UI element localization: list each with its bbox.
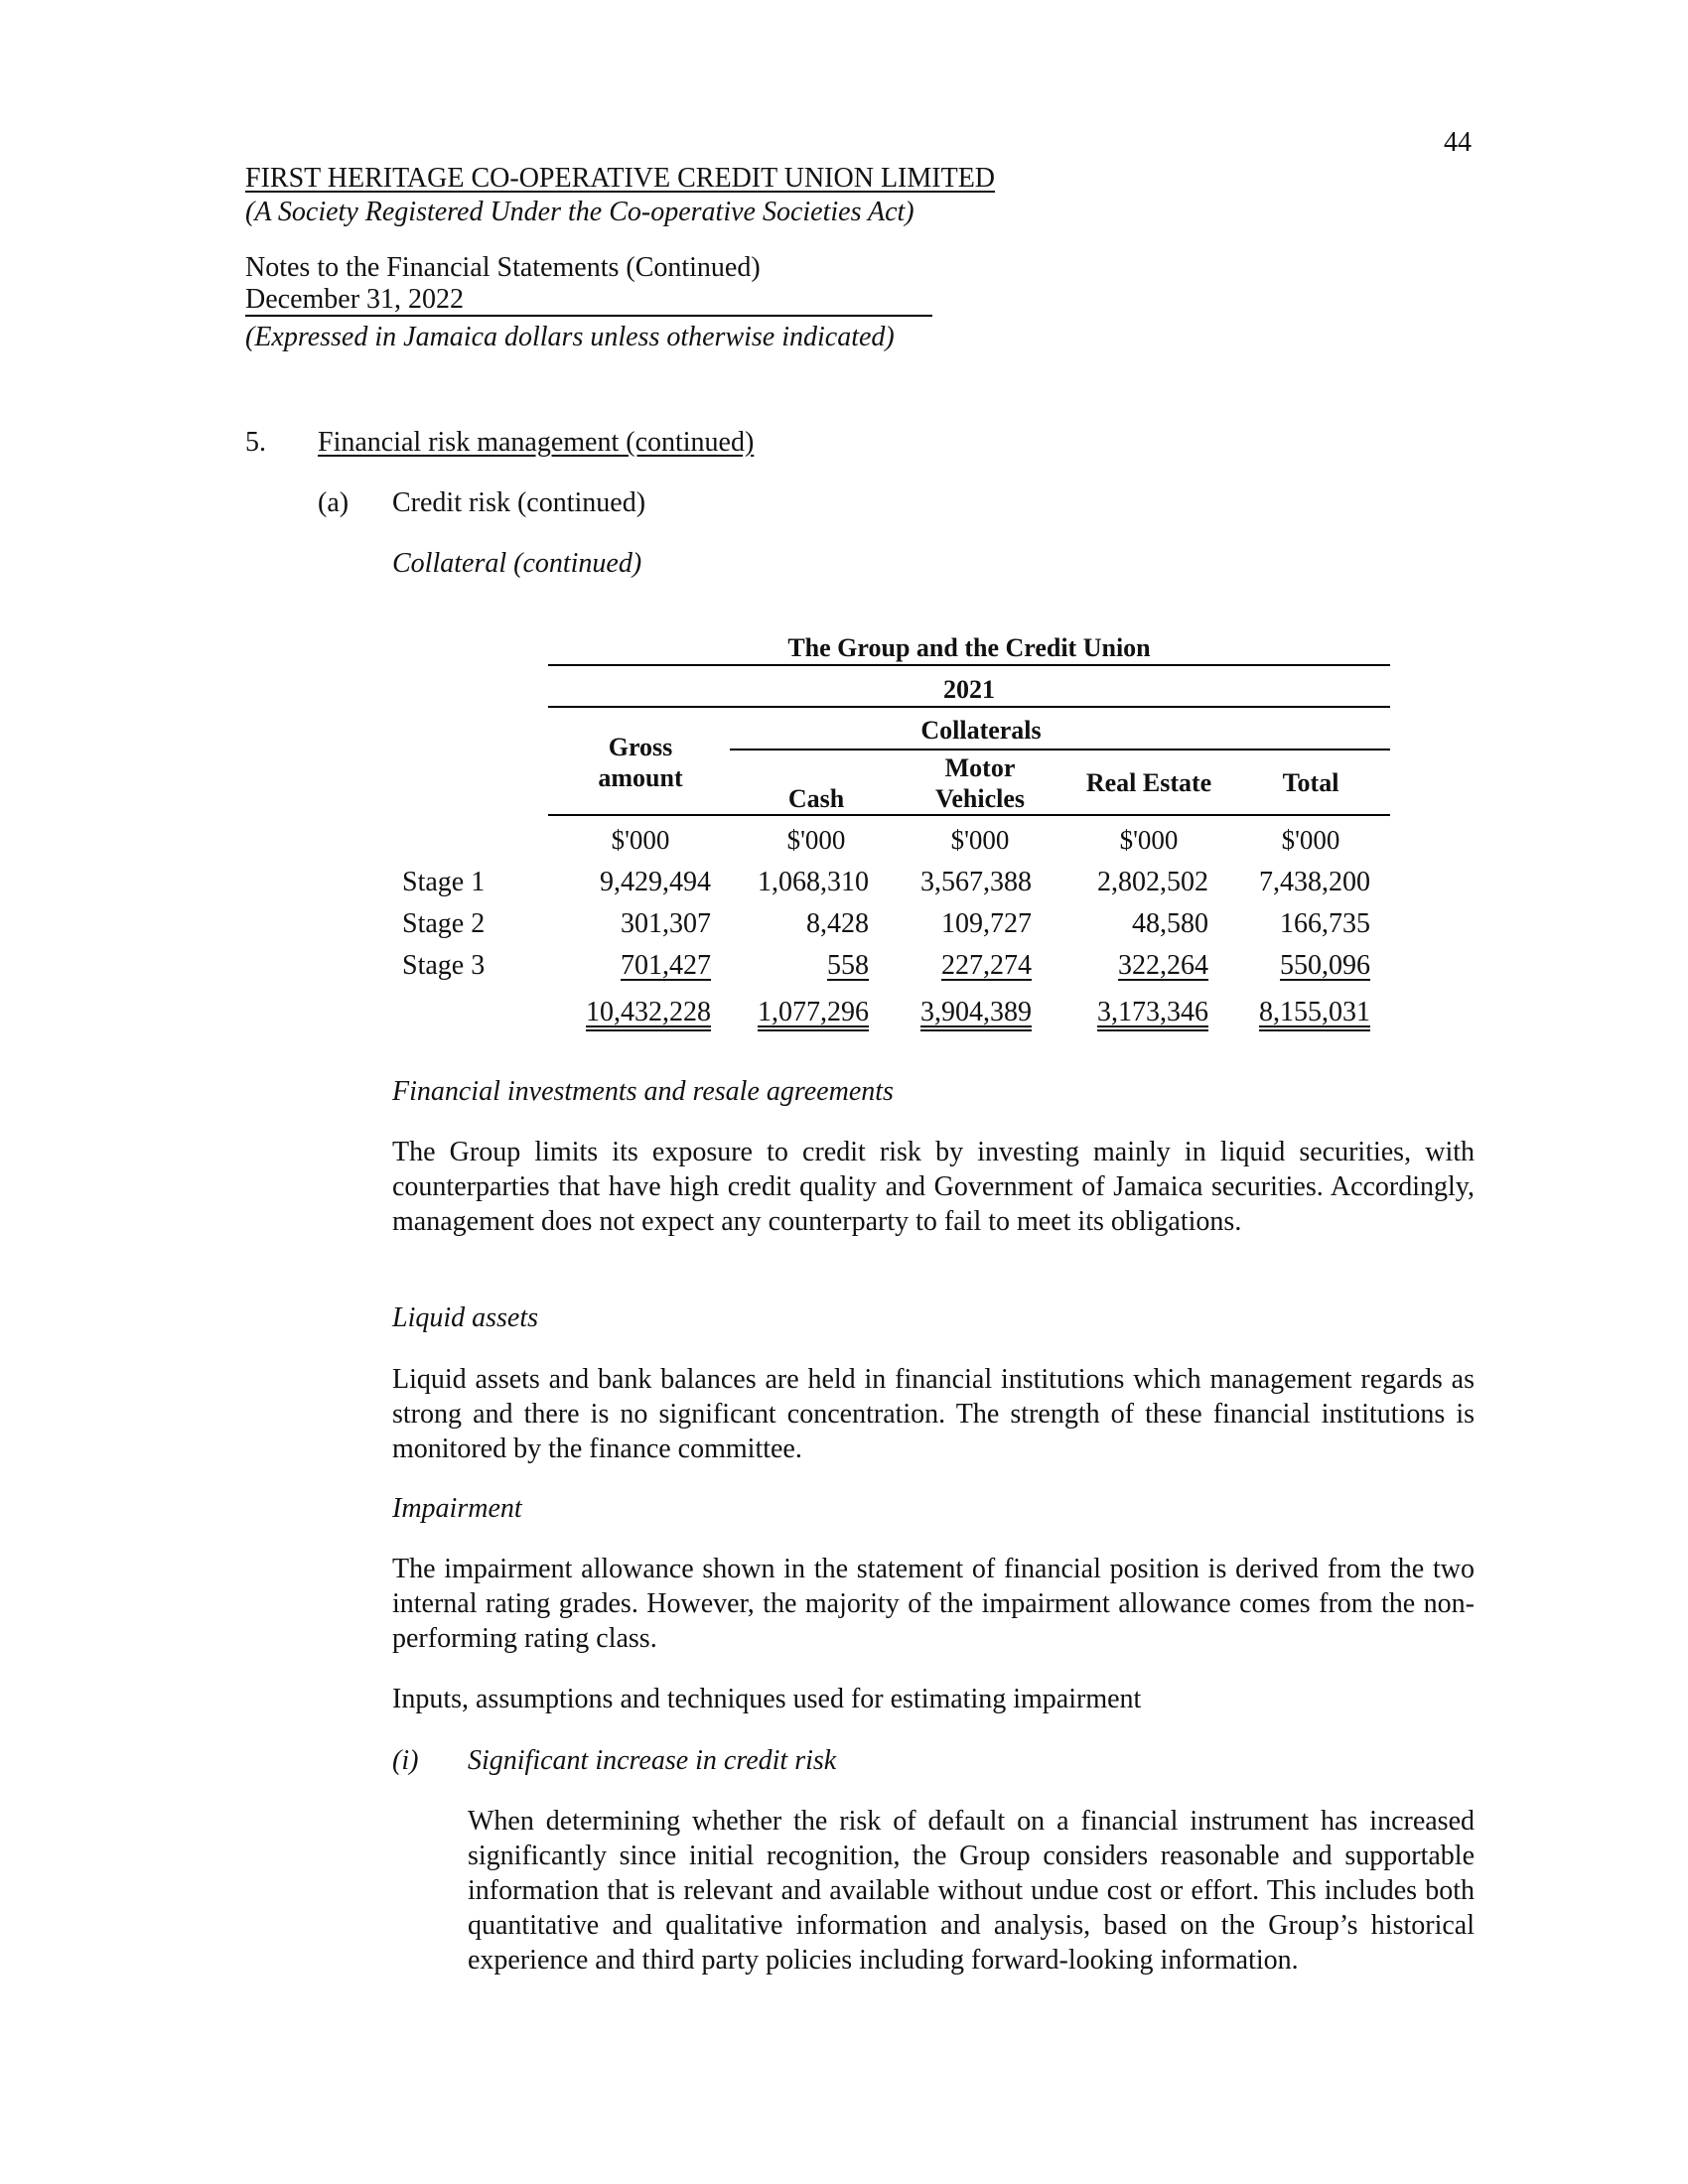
collateral-heading: Collateral (continued) — [392, 548, 642, 579]
table-cell: 2,802,502 — [1097, 867, 1208, 897]
table-rule — [730, 749, 1390, 751]
table-total — [1069, 997, 1208, 1028]
col-header-gross: amount — [598, 763, 683, 792]
table-cell — [1069, 950, 1208, 982]
subsection-title: Credit risk (continued) — [392, 487, 646, 518]
table-total-value: 1,077,296 — [758, 997, 869, 1027]
table-cell-value: 322,264 — [1118, 950, 1208, 981]
table-cell-value: 550,096 — [1280, 950, 1370, 981]
company-name: FIRST HERITAGE CO-OPERATIVE CREDIT UNION LIMITED — [245, 163, 996, 194]
unit-label: $'000 — [1119, 825, 1179, 855]
table-rule — [548, 664, 1390, 666]
table-cell: 3,567,388 — [920, 867, 1032, 897]
table-cell — [730, 950, 869, 982]
page-number: 44 — [1444, 127, 1472, 158]
table-cell-value: 701,427 — [621, 950, 711, 981]
table-total-value: 8,155,031 — [1259, 997, 1370, 1027]
company-subtitle: (A Society Registered Under the Co-operative Societies Act) — [245, 197, 914, 227]
table-year: 2021 — [943, 675, 995, 704]
table-cell — [893, 950, 1032, 982]
fin-investments-paragraph: The Group limits its exposure to credit risk by investing mainly in liquid securities, with counterparties that have high credit quality and Government of Jamaica securities. Accordingly, management does not expect any counterparty to fail to meet its obligations. — [392, 1137, 1475, 1237]
col-header-real-estate: Real Estate — [1085, 768, 1212, 797]
liquid-assets-heading: Liquid assets — [392, 1302, 539, 1333]
col-header-total: Total — [1282, 768, 1339, 797]
unit-label: $'000 — [950, 825, 1010, 855]
table-cell — [572, 950, 711, 982]
table-cell-value: 227,274 — [941, 950, 1032, 981]
col-header-cash: Cash — [787, 784, 845, 813]
table-total — [1231, 997, 1370, 1028]
table-cell: 166,735 — [1280, 908, 1370, 939]
section-number: 5. — [245, 427, 266, 458]
table-total — [572, 997, 711, 1028]
col-header-gross: Gross — [608, 733, 673, 761]
col-header-motor: Motor — [944, 753, 1016, 782]
table-rule — [548, 814, 1390, 816]
impairment-paragraph: The impairment allowance shown in the statement of financial position is derived from the two internal rating grades. However, the majority of the impairment allowance comes from the non-performing rating class. — [392, 1554, 1475, 1654]
sicr-paragraph: When determining whether the risk of default on a financial instrument has increased significantly since initial recognition, the Group considers reasonable and supportable information that is relevant and available without undue cost or effort. This includes both quantitative and qualitative information and analysis, based on the Group’s historical experience and third party policies including forward-looking information. — [468, 1806, 1475, 1976]
collateral-table — [0, 0, 1688, 1052]
table-cell: 8,428 — [806, 908, 869, 939]
table-total-value: 3,173,346 — [1097, 997, 1208, 1027]
unit-label: $'000 — [611, 825, 670, 855]
table-cell: 9,429,494 — [600, 867, 711, 897]
table-cell — [1231, 950, 1370, 982]
table-cell: 1,068,310 — [758, 867, 869, 897]
unit-label: $'000 — [1281, 825, 1340, 855]
table-cell: 109,727 — [941, 908, 1032, 939]
table-title: The Group and the Credit Union — [787, 633, 1151, 662]
table-total-value: 3,904,389 — [920, 997, 1032, 1027]
currency-note: (Expressed in Jamaica dollars unless otherwise indicated) — [245, 322, 895, 352]
impairment-heading: Impairment — [392, 1493, 522, 1524]
row-label-stage-3: Stage 3 — [402, 950, 486, 981]
inputs-heading: Inputs, assumptions and techniques used for estimating impairment — [392, 1684, 1142, 1714]
unit-label: $'000 — [786, 825, 846, 855]
table-total — [893, 997, 1032, 1028]
row-label-stage-2: Stage 2 — [402, 908, 486, 939]
collaterals-label: Collaterals — [920, 716, 1042, 745]
subsection-label: (a) — [318, 487, 350, 518]
sicr-label: (i) — [392, 1745, 419, 1776]
table-rule — [548, 706, 1390, 708]
report-date: December 31, 2022 — [245, 285, 932, 317]
col-header-motor: Vehicles — [934, 784, 1026, 813]
table-cell-value: 558 — [827, 950, 869, 981]
notes-title: Notes to the Financial Statements (Continued) — [245, 252, 761, 283]
table-total-value: 10,432,228 — [586, 997, 711, 1027]
fin-investments-heading: Financial investments and resale agreements — [392, 1076, 894, 1107]
row-label-stage-1: Stage 1 — [402, 867, 486, 897]
table-cell: 7,438,200 — [1259, 867, 1370, 897]
table-total — [730, 997, 869, 1028]
table-cell: 301,307 — [621, 908, 711, 939]
liquid-assets-paragraph: Liquid assets and bank balances are held in financial institutions which management regards as strong and there is no significant concentration. The strength of these financial institutions is monitored by the finance committee. — [392, 1364, 1475, 1464]
table-cell: 48,580 — [1132, 908, 1208, 939]
sicr-heading: Significant increase in credit risk — [468, 1745, 837, 1776]
section-title: Financial risk management (continued) — [318, 427, 755, 458]
